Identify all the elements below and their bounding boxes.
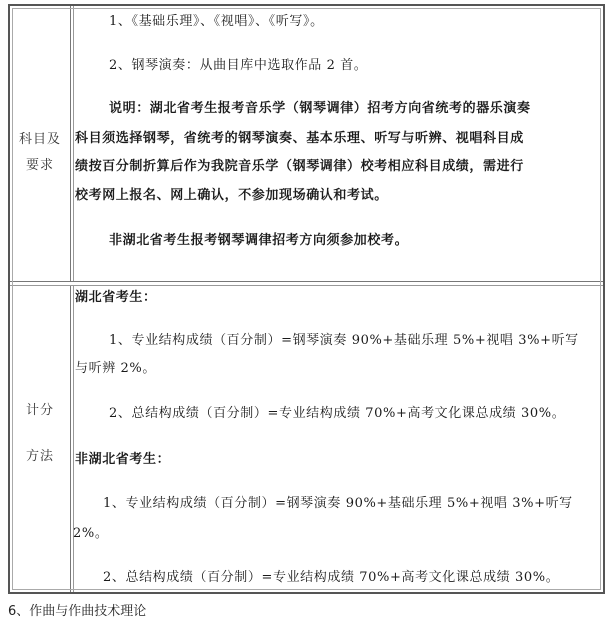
hubei-heading: 湖北省考生： [75,290,157,305]
note-line-2: 科目须选择钢琴，省统考的钢琴演奏、基本乐理、听写与听辨、视唱科目成 [75,131,524,146]
requirements-table [8,4,605,594]
row-label-subjects-line2: 要求 [25,158,54,173]
non-hubei-formula-1: 1、专业结构成绩（百分制）=钢琴演奏 90%+基础乐理 5%+视唱 3%+听写 [103,496,573,511]
section-heading: 6、作曲与作曲技术理论 [8,604,147,619]
non-hubei-formula-2: 2、总结构成绩（百分制）=专业结构成绩 70%+高考文化课总成绩 30%。 [103,570,560,585]
non-hubei-note: 非湖北省考生报考钢琴调律招考方向须参加校考。 [109,233,409,248]
row-label-scoring-line1: 计分 [25,403,54,418]
row-label-subjects-line1: 科目及 [18,132,61,147]
hubei-formula-2: 2、总结构成绩（百分制）=专业结构成绩 70%+高考文化课总成绩 30%。 [109,406,566,421]
non-hubei-formula-1-cont: 2%。 [73,526,109,541]
row-divider [10,281,603,286]
hubei-formula-1-cont: 与听辨 2%。 [75,361,156,376]
subject-item-1: 1、《基础乐理》、《视唱》、《听写》。 [109,14,324,29]
hubei-formula-1: 1、专业结构成绩（百分制）=钢琴演奏 90%+基础乐理 5%+视唱 3%+听写 [109,333,579,348]
column-divider [70,6,74,592]
note-line-1: 说明：湖北省考生报考音乐学（钢琴调律）招考方向省统考的器乐演奏 [109,101,531,116]
note-line-3: 绩按百分制折算后作为我院音乐学（钢琴调律）校考相应科目成绩，需进行 [75,159,524,174]
subject-item-2: 2、钢琴演奏：从曲目库中选取作品 2 首。 [109,58,368,73]
row-label-scoring-line2: 方法 [25,449,54,464]
non-hubei-heading: 非湖北省考生： [75,452,171,467]
note-line-4: 校考网上报名、网上确认，不参加现场确认和考试。 [75,188,388,203]
